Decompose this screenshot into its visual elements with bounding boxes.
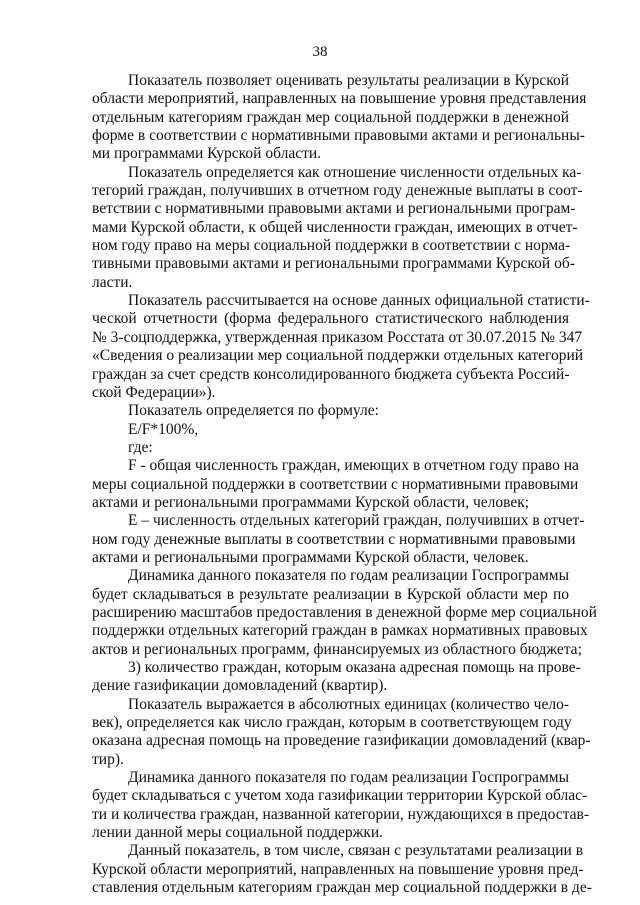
- text-line: области мероприятий, направленных на повышение уровня представления: [92, 90, 587, 108]
- text-line: Показатель определяется по формуле:: [128, 402, 379, 420]
- text-line: оказана адресная помощь на проведение газификации домовладений (квар-: [92, 732, 591, 750]
- text-line: ской Федерации»).: [92, 383, 216, 401]
- paragraph-definition-f: [92, 457, 579, 512]
- text-line: лении данной меры социальной поддержки.: [92, 824, 384, 842]
- text-line: век), определяется как число граждан, которым в соответствующем году: [92, 714, 572, 732]
- text-line: дение газификации домовладений (квартир).: [92, 677, 388, 695]
- text-line: тивными правовыми актами и региональными программами Курской об-: [92, 255, 575, 273]
- text-line: 3) количество граждан, которым оказана адресная помощь на прове-: [128, 659, 581, 676]
- paragraph-definition-e: [92, 512, 585, 567]
- formula-line: E/F*100%,: [128, 420, 199, 438]
- text-line: будет складываться с учетом хода газификации территории Курской облас-: [92, 787, 588, 805]
- text-line: форме в соответствии с нормативными правовыми актами и региональны-: [92, 127, 585, 145]
- text-line: Показатель выражается в абсолютных единицах (количество чело-: [128, 695, 569, 713]
- paragraph-dynamics-1: [92, 567, 597, 659]
- formula: [92, 421, 569, 439]
- text-line: № 3-соцподдержка, утвержденная приказом Росстата от 30.07.2015 № 347: [92, 328, 583, 346]
- paragraph-3: [92, 292, 590, 402]
- text-line: будет складываться в результате реализации в Курской области мер по: [92, 585, 569, 603]
- text-line: ти и количества граждан, названной категории, нуждающихся в предостав-: [92, 805, 590, 823]
- text-line: «Сведения о реализации мер социальной поддержки отдельных категорий: [92, 347, 584, 365]
- text-line: Показатель определяется как отношение численности отдельных ка-: [128, 163, 582, 181]
- paragraph-where: [92, 439, 569, 457]
- paragraph-units: [92, 695, 591, 769]
- text-line: ветствии с нормативными правовыми актами и региональными програм-: [92, 200, 576, 218]
- text-line: ном году денежные выплаты в соответствии с нормативными правовыми: [92, 530, 576, 548]
- text-line: тир).: [92, 750, 124, 768]
- text-line: F - общая численность граждан, имеющих в отчетном году право на: [128, 457, 579, 475]
- text-line: где:: [128, 438, 153, 456]
- paragraph-1: [92, 72, 587, 164]
- text-line: тегорий граждан, получивших в отчетном году денежные выплаты в соот-: [92, 182, 583, 200]
- text-line: меры социальной поддержки в соответствии с нормативными правовыми: [92, 475, 579, 493]
- text-line: Показатель позволяет оценивать результаты реализации в Курской: [128, 72, 569, 89]
- text-line: мами Курской области, к общей численности граждан, имеющих в отчет-: [92, 218, 578, 236]
- text-line: отдельным категориям граждан мер социальной поддержки в денежной: [92, 108, 569, 126]
- text-line: актами и региональными программами Курской области, человек.: [92, 548, 529, 566]
- page-number: 38: [312, 44, 328, 60]
- paragraph-item-3: [92, 659, 581, 696]
- text-line: актами и региональными программами Курской области, человек;: [92, 493, 530, 511]
- text-line: поддержки отдельных категорий граждан в рамках нормативных правовых: [92, 622, 588, 640]
- text-line: Показатель рассчитывается на основе данных официальной статисти-: [128, 292, 590, 310]
- paragraph-formula-intro: [92, 402, 569, 420]
- text-line: Данный показатель, в том числе, связан с результатами реализации в: [128, 842, 584, 860]
- text-line: граждан за счет средств консолидированного бюджета субъекта Россий-: [92, 365, 570, 383]
- text-line: актов и региональных программ, финансируемых из областного бюджета;: [92, 640, 582, 658]
- text-line: ставления отдельным категориям граждан мер социальной поддержки в де-: [92, 879, 592, 897]
- text-line: ном году право на меры социальной поддержки в соответствии с норма-: [92, 237, 571, 255]
- paragraph-final: [92, 842, 592, 897]
- text-line: Динамика данного показателя по годам реализации Госпрограммы: [128, 769, 569, 787]
- text-line: ласти.: [92, 273, 133, 291]
- text-line: Курской области мероприятий, направленных на повышение уровня пред-: [92, 860, 584, 878]
- text-line: ми программами Курской области.: [92, 145, 322, 163]
- body-text: [92, 72, 597, 897]
- paragraph-dynamics-2: [92, 769, 590, 842]
- text-line: ческой отчетности (форма федерального статистического наблюдения: [92, 310, 569, 328]
- text-line: Динамика данного показателя по годам реализации Госпрограммы: [128, 567, 569, 585]
- text-line: расширению масштабов предоставления в денежной форме мер социальной: [92, 603, 597, 621]
- text-line: E – численность отдельных категорий граждан, получивших в отчет-: [128, 512, 585, 530]
- paragraph-2: [92, 163, 583, 292]
